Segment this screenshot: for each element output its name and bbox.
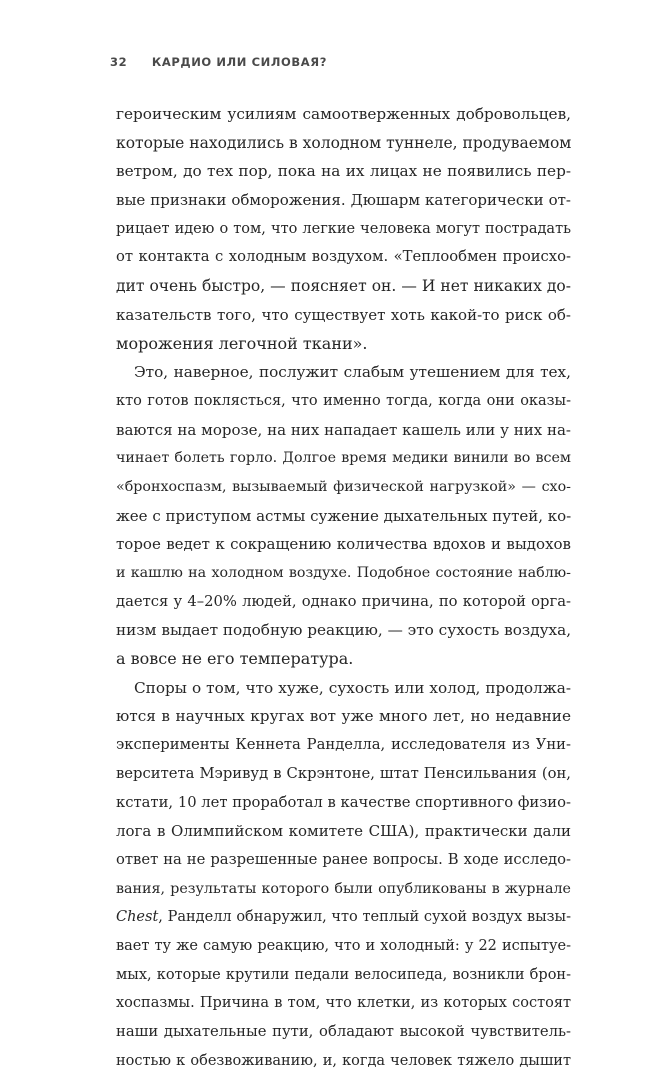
text-line: дит очень быстро, — поясняет он. — И нет никаких до-	[116, 277, 571, 296]
text-line: мых, которые крутили педали велосипеда, возникли брон-	[116, 966, 571, 983]
text-line: торое ведет к сокращению количества вдохов и выдохов	[116, 535, 571, 554]
text-line: чинает болеть горло. Долгое время медики винили во всем	[116, 450, 571, 467]
text-line: наши дыхательные пути, обладают высокой чувствитель-	[116, 1023, 571, 1040]
text-line: ваются на морозе, на них нападает кашель или у них на-	[116, 420, 571, 439]
text-line: вает ту же самую реакцию, что и холодный: у 22 испытуе-	[116, 937, 571, 954]
text-line: ностью к обезвоживанию, и, когда человек тяжело дышит	[116, 1052, 571, 1069]
text-line-with-italic	[116, 903, 571, 932]
text-line: верситета Мэривуд в Скрэнтоне, штат Пенсильвания (он,	[116, 764, 571, 782]
text-line: Это, наверное, послужит слабым утешением для тех,	[134, 363, 571, 382]
text-line: вания, результаты которого были опубликованы в журнале	[116, 880, 571, 897]
text-line: лога в Олимпийском комитете США), практически дали	[116, 822, 571, 841]
running-header	[110, 55, 327, 71]
text-line: казательств того, что существует хоть какой-то риск об-	[116, 305, 571, 324]
text-line: дается у 4–20% людей, однако причина, по которой орга-	[116, 592, 571, 610]
text-line: ются в научных кругах вот уже много лет, но недавние	[116, 707, 571, 726]
text-line: ветром, до тех пор, пока на их лицах не появились пер-	[116, 162, 571, 181]
body-text	[116, 100, 571, 1075]
paragraph-2	[116, 358, 571, 674]
running-title: КАРДИО ИЛИ СИЛОВАЯ?	[151, 55, 327, 69]
text-line: и кашлю на холодном воздухе. Подобное состояние наблю-	[116, 565, 571, 581]
text-line: рицает идею о том, что легкие человека могут пострадать	[116, 220, 571, 237]
text-line: кстати, 10 лет проработал в качестве спортивного физио-	[116, 793, 571, 811]
text-line: которые находились в холодном туннеле, продуваемом	[116, 133, 572, 152]
text-line: Споры о том, что хуже, сухость или холод, продолжа-	[134, 678, 571, 697]
text-line: морожения легочной ткани».	[116, 333, 368, 353]
text-line: ответ на не разрешенные ранее вопросы. В ходе исследо-	[116, 850, 571, 868]
paragraph-3	[116, 674, 571, 1075]
text-line-rest: , Ранделл обнаружил, что теплый сухой воздух вызы-	[158, 909, 571, 926]
text-line: низм выдает подобную реакцию, — это сухость воздуха,	[116, 621, 572, 640]
text-line: хоспазмы. Причина в том, что клетки, из которых состоят	[116, 995, 571, 1012]
text-line: вые признаки обморожения. Дюшарм категорически от-	[116, 191, 571, 210]
text-line: «бронхоспазм, вызываемый физической нагрузкой» — схо-	[116, 478, 571, 495]
text-line: эксперименты Кеннета Ранделла, исследователя из Уни-	[116, 736, 571, 754]
page-number: 32	[110, 55, 128, 69]
text-line: героическим усилиям самоотверженных добровольцев,	[116, 105, 571, 123]
paragraph-1	[116, 100, 571, 358]
text-line: кто готов поклясться, что именно тогда, когда они оказы-	[116, 392, 571, 409]
text-line: а вовсе не его температура.	[116, 649, 354, 669]
journal-name: Chest	[116, 909, 159, 926]
text-line: жее с приступом астмы сужение дыхательных путей, ко-	[116, 506, 572, 525]
text-line: от контакта с холодным воздухом. «Теплообмен происхо-	[116, 248, 571, 266]
